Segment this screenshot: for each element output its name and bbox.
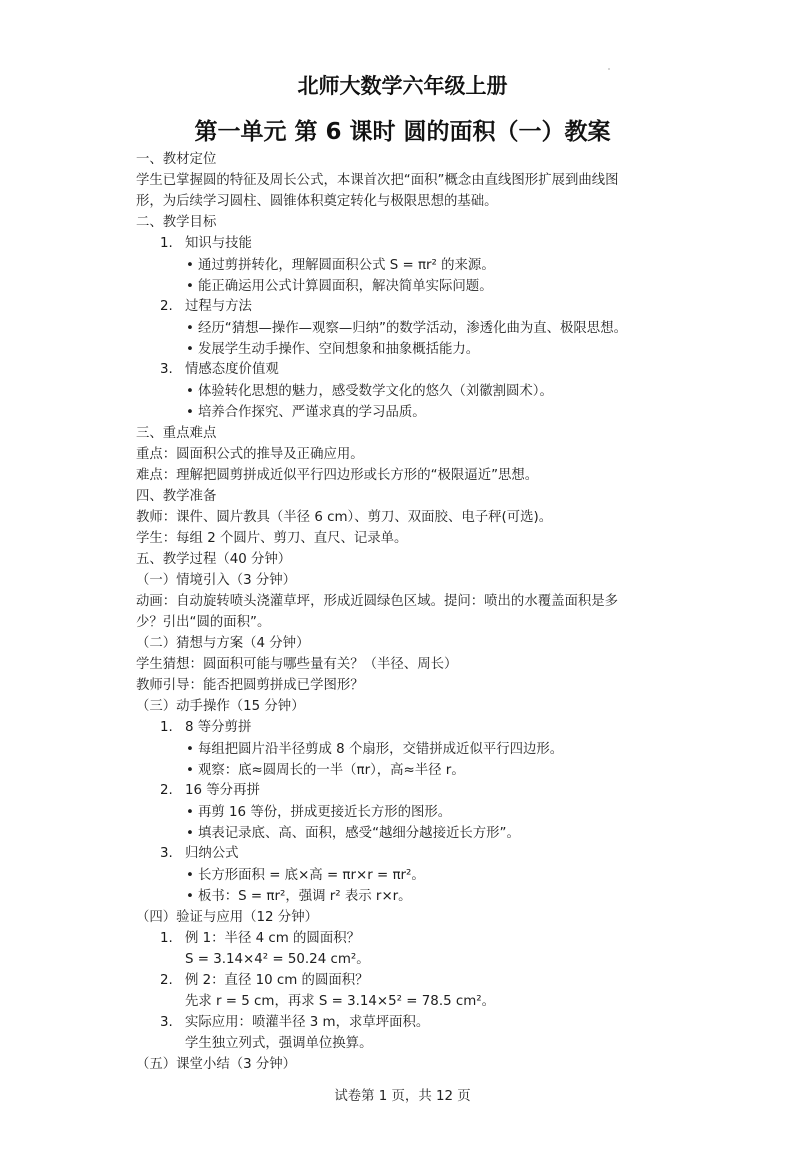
paragraph-line: 动画：自动旋转喷头浇灌草坪，形成近圆绿色区域。提问：喷出的水覆盖面积是多: [136, 594, 619, 609]
section-heading-5: 五、教学过程（40 分钟）: [136, 552, 292, 567]
student-materials: 学生：每组 2 个圆片、剪刀、直尺、记录单。: [136, 531, 408, 546]
paragraph-line: 教师引导：能否把圆剪拼成已学图形？: [136, 678, 364, 693]
bullet-item: • 再剪 16 等份，拼成更接近长方形的图形。: [198, 804, 451, 822]
document-subtitle: 第一单元 第 6 课时 圆的面积（一）教案: [194, 119, 611, 145]
teacher-materials: 教师：课件、圆片教具（半径 6 cm）、剪刀、双面胶、电子秤(可选)。: [136, 510, 553, 525]
example-question: 例 2：直径 10 cm 的圆面积？: [185, 973, 369, 988]
bullet-item: • 发展学生动手操作、空间想象和抽象概括能力。: [198, 341, 479, 359]
list-number: 3.: [160, 1015, 173, 1030]
list-number: 2.: [160, 973, 173, 988]
operation-heading: 16 等分再拼: [185, 783, 260, 798]
bullet-item: • 培养合作探究、严谨求真的学习品质。: [198, 404, 426, 422]
stage-heading-5: （五）课堂小结（3 分钟）: [136, 1057, 297, 1072]
difficult-point: 难点：理解把圆剪拼成近似平行四边形或长方形的“极限逼近”思想。: [136, 468, 539, 483]
paragraph-line: 学生猜想：圆面积可能与哪些量有关？（半径、周长）: [136, 657, 458, 672]
example-solution: 学生独立列式，强调单位换算。: [185, 1036, 373, 1051]
section-heading-4: 四、教学准备: [136, 489, 217, 504]
list-number: 1.: [160, 720, 173, 735]
example-question: 实际应用：喷灌半径 3 m，求草坪面积。: [185, 1015, 430, 1030]
paragraph-line: 学生已掌握圆的特征及周长公式，本课首次把“面积”概念由直线图形扩展到曲线图: [136, 173, 619, 188]
stage-heading-1: （一）情境引入（3 分钟）: [136, 573, 297, 588]
list-number: 3.: [160, 362, 173, 377]
bullet-item: • 能正确运用公式计算圆面积，解决简单实际问题。: [198, 278, 493, 296]
bullet-item: • 观察：底≈圆周长的一半（πr），高≈半径 r。: [198, 762, 465, 780]
key-point: 重点：圆面积公式的推导及正确应用。: [136, 447, 364, 462]
example-solution: 先求 r = 5 cm，再求 S = 3.14×5² = 78.5 cm²。: [185, 994, 496, 1009]
example-question: 例 1：半径 4 cm 的圆面积？: [185, 931, 360, 946]
goal-heading-attitude: 情感态度价值观: [185, 362, 279, 377]
bullet-item: • 经历“猜想—操作—观察—归纳”的数学活动，渗透化曲为直、极限思想。: [198, 320, 627, 338]
list-number: 2.: [160, 299, 173, 314]
stage-heading-2: （二）猜想与方案（4 分钟）: [136, 636, 310, 651]
bullet-item: • 通过剪拼转化，理解圆面积公式 S = πr² 的来源。: [198, 257, 495, 275]
list-number: 3.: [160, 846, 173, 861]
operation-heading: 归纳公式: [185, 846, 239, 861]
list-number: 1.: [160, 236, 173, 251]
bullet-item: • 每组把圆片沿半径剪成 8 个扇形，交错拼成近似平行四边形。: [198, 741, 563, 759]
section-heading-3: 三、重点难点: [136, 426, 217, 441]
bullet-item: • 板书：S = πr²，强调 r² 表示 r×r。: [198, 888, 412, 906]
list-number: 1.: [160, 931, 173, 946]
bullet-item: • 长方形面积 = 底×高 = πr×r = πr²。: [198, 867, 425, 885]
operation-heading: 8 等分剪拼: [185, 720, 252, 735]
page-footer: 试卷第 1 页，共 12 页: [334, 1089, 471, 1104]
stage-heading-3: （三）动手操作（15 分钟）: [136, 699, 305, 714]
scan-speck: [608, 68, 610, 70]
section-heading-1: 一、教材定位: [136, 152, 217, 167]
goal-heading-knowledge: 知识与技能: [185, 236, 252, 251]
document-title: 北师大数学六年级上册: [297, 74, 508, 98]
paragraph-line: 少？引出“圆的面积”。: [136, 615, 271, 630]
stage-heading-4: （四）验证与应用（12 分钟）: [136, 910, 318, 925]
list-number: 2.: [160, 783, 173, 798]
bullet-item: • 填表记录底、高、面积，感受“越细分越接近长方形”。: [198, 825, 520, 843]
example-solution: S = 3.14×4² = 50.24 cm²。: [185, 952, 370, 967]
bullet-item: • 体验转化思想的魅力，感受数学文化的悠久（刘徽割圆术）。: [198, 383, 553, 401]
paragraph-line: 形，为后续学习圆柱、圆锥体积奠定转化与极限思想的基础。: [136, 194, 498, 209]
section-heading-2: 二、教学目标: [136, 215, 217, 230]
goal-heading-process: 过程与方法: [185, 299, 252, 314]
